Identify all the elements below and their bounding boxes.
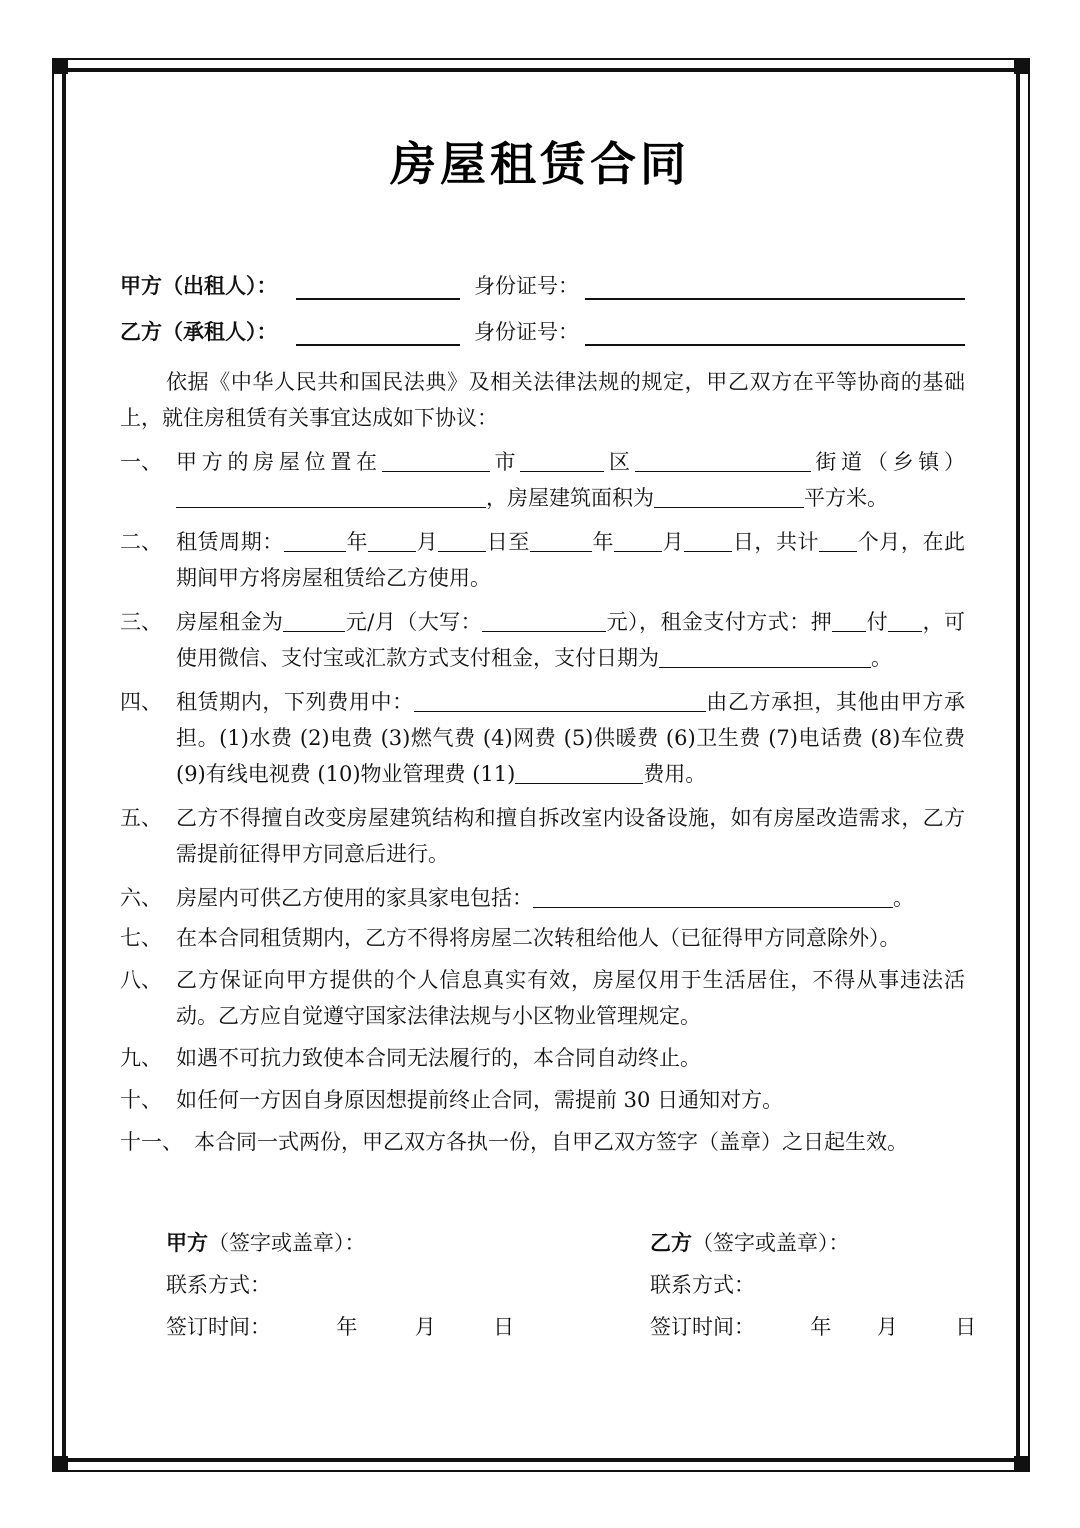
contact-label: 联系方式： — [166, 1273, 271, 1297]
clause-text: 个月，在此期间甲方将房屋租赁给乙方使用。 — [176, 530, 966, 590]
party-a-line — [120, 266, 965, 300]
month-label: 月 — [876, 1315, 898, 1339]
clause-text: 由乙方承担，其他由甲方承担。(1)水费 (2)电费 (3)燃气费 (4)网费 (5)供暖费 (6)卫生费 (7)电话费 (8)车位费 (9)有线电视费 (10)物业管理费 (11) — [176, 690, 966, 786]
day-label: 日 — [955, 1315, 977, 1339]
clause-text: 租赁周期： — [176, 530, 284, 554]
month-label: 月 — [414, 1315, 436, 1339]
clause-text: 甲方的房屋位置在 — [176, 450, 382, 474]
clause-2 — [120, 524, 965, 596]
party-a-id-label: 身份证号： — [474, 274, 579, 298]
clause-text: 费用。 — [643, 762, 707, 786]
clause-text: 付 — [866, 610, 889, 634]
clause-10 — [120, 1082, 965, 1118]
clause-text: 月 — [662, 530, 685, 554]
area-blank[interactable] — [654, 485, 804, 508]
furniture-blank[interactable] — [533, 885, 893, 908]
border-corner-top-right — [1014, 58, 1030, 74]
pay-period-blank[interactable] — [888, 609, 922, 632]
party-a-label: 甲方（出租人）： — [120, 273, 278, 298]
rent-uppercase-blank[interactable] — [482, 609, 606, 632]
clause-number: 三、 — [120, 610, 162, 634]
party-b-line — [120, 312, 965, 346]
party-b-id-blank[interactable] — [585, 320, 965, 346]
clause-text: 街道（乡镇） — [810, 450, 966, 474]
sign-or-seal-label: （签字或盖章）： — [692, 1231, 850, 1255]
clause-text: 年 — [591, 530, 615, 554]
clause-number: 一、 — [120, 450, 162, 474]
clause-text: 月 — [416, 530, 439, 554]
deposit-blank[interactable] — [832, 609, 866, 632]
clause-text: 租赁期内，下列费用中： — [176, 690, 414, 714]
party-a-sign-label: 甲方 — [166, 1230, 208, 1255]
clause-text: 。 — [893, 886, 914, 910]
document-title: 房屋租赁合同 — [390, 137, 690, 191]
clause-text: 元），租金支付方式：押 — [606, 610, 833, 634]
clause-1 — [120, 444, 965, 516]
clause-text: 平方米。 — [804, 486, 888, 510]
clause-text: 如任何一方因自身原因想提前终止合同，需提前 30 日通知对方。 — [176, 1088, 784, 1112]
clause-number: 七、 — [120, 926, 162, 950]
party-b-sign-label: 乙方 — [650, 1230, 692, 1255]
clause-text: 。 — [871, 646, 892, 670]
clause-number: 二、 — [120, 530, 162, 554]
intro-paragraph: 依据《中华人民共和国民法典》及相关法律法规的规定，甲乙双方在平等协商的基础上，就住房租赁有关事宜达成如下协议： — [120, 370, 965, 430]
clause-text: 房屋内可供乙方使用的家具家电包括： — [176, 886, 533, 910]
clause-text: 乙方保证向甲方提供的个人信息真实有效，房屋仅用于生活居住，不得从事违法活动。乙方应自觉遵守国家法律法规与小区物业管理规定。 — [176, 968, 965, 1028]
clause-text: 市 — [489, 450, 521, 474]
clause-number: 八、 — [120, 968, 162, 992]
rent-blank[interactable] — [283, 609, 345, 632]
clause-number: 五、 — [120, 806, 162, 830]
clause-5 — [120, 800, 965, 872]
payment-date-blank[interactable] — [659, 645, 871, 668]
clause-11 — [120, 1124, 965, 1160]
other-fee-blank[interactable] — [515, 761, 643, 784]
party-a-id-blank[interactable] — [585, 274, 965, 300]
clause-7 — [120, 920, 965, 956]
clause-number: 十、 — [120, 1088, 162, 1112]
start-day-blank[interactable] — [438, 529, 486, 552]
clause-number: 十一、 — [120, 1130, 183, 1154]
clause-text: 本合同一式两份，甲乙双方各执一份，自甲乙双方签字（盖章）之日起生效。 — [194, 1130, 908, 1154]
clause-text: 如遇不可抗力致使本合同无法履行的，本合同自动终止。 — [176, 1046, 701, 1070]
fees-borne-blank[interactable] — [414, 689, 706, 712]
clause-text: 在本合同租赁期内，乙方不得将房屋二次转租给他人（已征得甲方同意除外）。 — [176, 926, 901, 950]
city-blank[interactable] — [382, 449, 490, 472]
end-year-blank[interactable] — [530, 529, 592, 552]
town-blank[interactable] — [176, 485, 486, 508]
signature-block-a — [166, 1222, 514, 1348]
border-corner-bottom-right — [1014, 1456, 1030, 1472]
clause-number: 六、 — [120, 886, 162, 910]
year-label: 年 — [336, 1315, 358, 1339]
year-label: 年 — [810, 1315, 832, 1339]
start-month-blank[interactable] — [368, 529, 416, 552]
clause-9 — [120, 1040, 965, 1076]
end-month-blank[interactable] — [614, 529, 662, 552]
party-b-name-blank[interactable] — [296, 320, 460, 346]
party-b-id-label: 身份证号： — [474, 320, 579, 344]
street-blank[interactable] — [635, 449, 811, 472]
party-a-name-blank[interactable] — [296, 274, 460, 300]
border-corner-top-left — [52, 58, 68, 74]
party-b-label: 乙方（承租人）： — [120, 319, 278, 344]
clause-8 — [120, 962, 965, 1034]
clause-text: 年 — [345, 530, 369, 554]
clause-number: 四、 — [120, 690, 162, 714]
clause-6 — [120, 880, 965, 916]
clause-text: 乙方不得擅自改变房屋建筑结构和擅自拆改室内设备设施，如有房屋改造需求，乙方需提前征得甲方同意后进行。 — [176, 806, 965, 866]
signature-block-b — [650, 1222, 976, 1348]
border-corner-bottom-left — [52, 1456, 68, 1472]
clause-text: 日至 — [486, 530, 530, 554]
clause-number: 九、 — [120, 1046, 162, 1070]
sign-or-seal-label: （签字或盖章）： — [208, 1231, 366, 1255]
district-blank[interactable] — [520, 449, 604, 472]
clause-text: 房屋租金为 — [176, 610, 284, 634]
clause-3 — [120, 604, 965, 676]
clause-text: 区 — [604, 450, 635, 474]
contact-label: 联系方式： — [650, 1273, 755, 1297]
day-label: 日 — [493, 1315, 515, 1339]
clause-4 — [120, 684, 965, 792]
total-months-blank[interactable] — [819, 529, 857, 552]
clause-text: 日，共计 — [732, 530, 820, 554]
clause-text: 元/月（大写： — [345, 610, 483, 634]
start-year-blank[interactable] — [284, 529, 346, 552]
sign-date-label: 签订时间： — [166, 1315, 271, 1339]
clause-text: ，可使用微信、支付宝或汇款方式支付租金，支付日期为 — [176, 610, 966, 670]
end-day-blank[interactable] — [684, 529, 732, 552]
sign-date-label: 签订时间： — [650, 1315, 755, 1339]
clause-text: ，房屋建筑面积为 — [486, 486, 654, 510]
